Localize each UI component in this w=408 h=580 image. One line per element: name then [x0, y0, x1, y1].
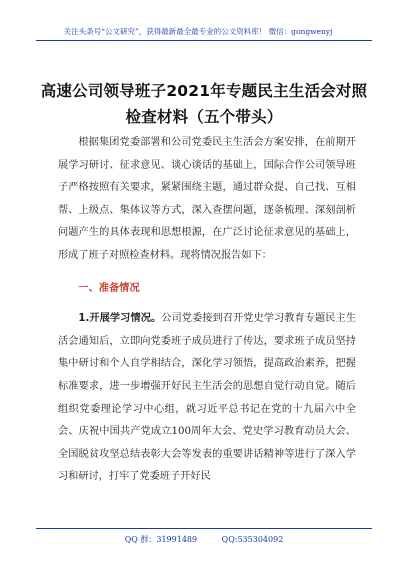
footer: [36, 534, 372, 545]
document-body: [58, 132, 356, 489]
section-heading-preparation: 一、准备情况: [78, 282, 140, 294]
intro-paragraph: 根据集团党委部署和公司党委民主生活会方案安排，在前期开展学习研讨、征求意见、谈心谈话的基础上，国际合作公司领导班子严格按照有关要求，紧紧围绕主题，通过群众提、自己找、互相帮、上级点、集体议等方式，深入查摆问题，逐条梳理、深刻剖析问题产生的具体表现和思想根源，在广泛讨论征求意见的基础上，形成了班子对照检查材料。现将情况报告如下：: [58, 137, 356, 261]
header-banner: 关注头条号“公文研究”，获得最新最全最专业的公文资料库！ 微信：gongwenyj: [63, 27, 333, 36]
item-1-text: 公司党委接到召开党史学习教育专题民主生活会通知后，立即向党委班子成员进行了传达，要求班子成员坚持集中研讨和个人自学相结合，深化学习领悟，提高政治素养，把握标准要求，进一步增强开好民主生活会的思想自觉行动自觉。随后组织党委理论学习中心组，就习近平总书记在党的十九届六中全会、庆祝中国共产党成立100周年大会、党史学习教育动员大会、全国脱贫攻坚总结表彰大会等发表的重要讲话精神等进行了深入学习和研讨，打牢了党委班子开好民: [58, 313, 357, 483]
header-divider: [36, 40, 372, 41]
footer-qq: QQ:535304092: [221, 535, 284, 544]
footer-divider: [36, 528, 372, 529]
item-1-paragraph: [58, 308, 356, 489]
item-1-lead: 1.开展学习情况。: [78, 313, 162, 325]
document-title: 高速公司领导班子2021年专题民主生活会对照检查材料（五个带头）: [40, 82, 368, 126]
footer-qq-group: QQ 群：31991489: [124, 535, 198, 544]
